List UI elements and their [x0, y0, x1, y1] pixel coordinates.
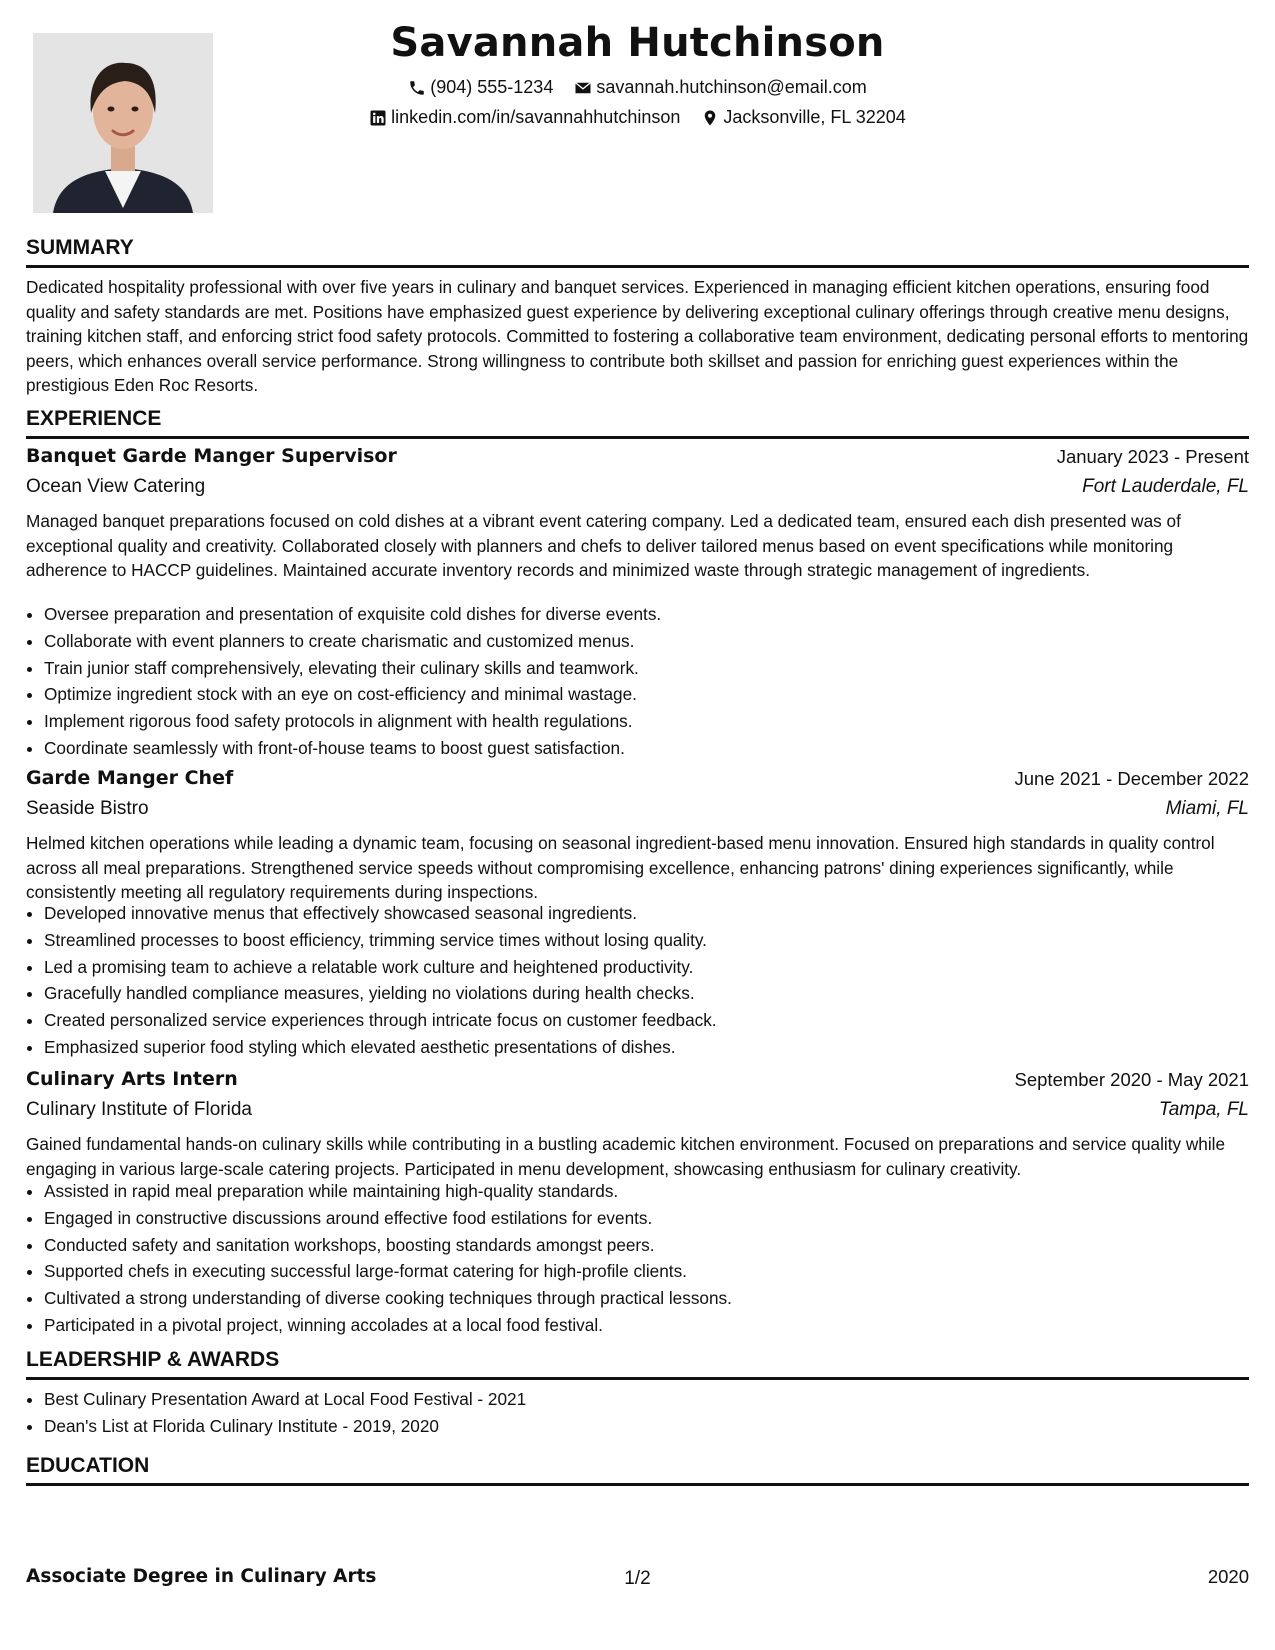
- job-2-title: Garde Manger Chef: [26, 767, 234, 789]
- candidate-name: Savannah Hutchinson: [390, 20, 885, 66]
- summary-text: Dedicated hospitality professional with over five years in culinary and banquet services. Experienced in managing efficient kitchen operations, ensuring food quality and safety standards are met. Positions have emphasized guest experience by delivering exceptional culinary offerings through creative menu designs, training kitchen staff, and enforcing strict food safety protocols. Committed to fostering a collaborative team environment, dedicating personal efforts to mentoring peers, which enhances overall service performance. Strong willingness to contribute both skillset and passion for enriching guest experiences within the prestigious Eden Roc Resorts.: [26, 277, 1249, 396]
- list-item: • Emphasized superior food styling which elevated aesthetic presentations of dishes.: [44, 1034, 1249, 1061]
- linkedin-icon: [369, 109, 387, 127]
- job-2-company: Seaside Bistro: [26, 798, 149, 819]
- contact-line-1: [0, 77, 1275, 102]
- job-3-description: Gained fundamental hands-on culinary skills while contributing in a bustling academic kitchen environment. Focused on preparations and service quality while engaging in various large-scale catering projects. Participated in menu development, showcasing enthusiasm for culinary creativity.: [26, 1134, 1226, 1179]
- list-item: • Supported chefs in executing successful large-format catering for high-profile clients.: [44, 1258, 1249, 1285]
- list-item: • Gracefully handled compliance measures, yielding no violations during health checks.: [44, 980, 1249, 1007]
- job-1-dates: January 2023 - Present: [1056, 446, 1249, 467]
- linkedin-contact[interactable]: [369, 107, 680, 128]
- job-3-title: Culinary Arts Intern: [26, 1068, 238, 1090]
- job-1-company: Ocean View Catering: [26, 476, 206, 497]
- list-item: • Optimize ingredient stock with an eye on cost-efficiency and minimal wastage.: [44, 681, 1249, 708]
- job-3-dates: September 2020 - May 2021: [1014, 1069, 1249, 1090]
- contact-line-2: [0, 107, 1275, 132]
- list-item: • Developed innovative menus that effectively showcased seasonal ingredients.: [44, 900, 1249, 927]
- list-item: • Oversee preparation and presentation of exquisite cold dishes for diverse events.: [44, 601, 1249, 628]
- phone-text: (904) 555-1234: [430, 77, 554, 97]
- list-item: • Coordinate seamlessly with front-of-house teams to boost guest satisfaction.: [44, 735, 1249, 762]
- list-item: • Engaged in constructive discussions around effective food estilations for events.: [44, 1205, 1249, 1232]
- list-item: • Created personalized service experiences through intricate focus on customer feedback.: [44, 1007, 1249, 1034]
- job-2-dates: June 2021 - December 2022: [1014, 768, 1249, 789]
- list-item: • Train junior staff comprehensively, elevating their culinary skills and teamwork.: [44, 655, 1249, 682]
- email-text: savannah.hutchinson@email.com: [596, 77, 867, 97]
- list-item: • Led a promising team to achieve a relatable work culture and heightened productivity.: [44, 954, 1249, 981]
- job-3-company: Culinary Institute of Florida: [26, 1099, 252, 1120]
- education-year: 2020: [1207, 1566, 1249, 1587]
- envelope-icon: [574, 79, 592, 97]
- list-item: • Participated in a pivotal project, winning accolades at a local food festival.: [44, 1312, 1249, 1339]
- job-1-bullets: [26, 601, 1249, 762]
- job-1-description: Managed banquet preparations focused on cold dishes at a vibrant event catering company. Led a dedicated team, ensured each dish presented was of exceptional quality and creativity. Collaborated closely with planners and chefs to deliver tailored menus based on event specifications while monitoring adherence to HACCP guidelines. Maintained accurate inventory records and minimized waste through strategic management of ingredients.: [26, 511, 1181, 581]
- job-2-bullets: [26, 900, 1249, 1061]
- list-item: • Conducted safety and sanitation workshops, boosting standards amongst peers.: [44, 1232, 1249, 1259]
- awards-heading: LEADERSHIP & AWARDS: [26, 1348, 1249, 1380]
- list-item: • Best Culinary Presentation Award at Local Food Festival - 2021: [44, 1386, 1249, 1413]
- awards-list: [26, 1386, 1249, 1440]
- education-heading: EDUCATION: [26, 1454, 1249, 1486]
- list-item: • Implement rigorous food safety protocols in alignment with health regulations.: [44, 708, 1249, 735]
- list-item: • Dean's List at Florida Culinary Institute - 2019, 2020: [44, 1413, 1249, 1440]
- job-2-description: Helmed kitchen operations while leading a dynamic team, focusing on seasonal ingredient-based menu innovation. Ensured high standards in quality control across all meal preparations. Strengthened service speeds without compromising excellence, enhancing patrons' dining experiences significantly, while consistently meeting all regulatory requirements during inspections.: [26, 833, 1215, 903]
- job-3-location: Tampa, FL: [1158, 1099, 1249, 1120]
- list-item: • Collaborate with event planners to create charismatic and customized menus.: [44, 628, 1249, 655]
- job-2-location: Miami, FL: [1165, 798, 1249, 819]
- linkedin-text: linkedin.com/in/savannahhutchinson: [391, 107, 681, 127]
- list-item: • Assisted in rapid meal preparation while maintaining high-quality standards.: [44, 1178, 1249, 1205]
- location-contact: [701, 107, 905, 128]
- education-degree: Associate Degree in Culinary Arts: [26, 1566, 377, 1587]
- job-1-location: Fort Lauderdale, FL: [1082, 476, 1249, 497]
- phone-icon: [408, 79, 426, 97]
- page-number: 1/2: [624, 1568, 651, 1589]
- experience-heading: EXPERIENCE: [26, 407, 1249, 439]
- list-item: • Cultivated a strong understanding of diverse cooking techniques through practical lessons.: [44, 1285, 1249, 1312]
- list-item: • Streamlined processes to boost efficiency, trimming service times without losing quality.: [44, 927, 1249, 954]
- job-1-title: Banquet Garde Manger Supervisor: [26, 445, 397, 467]
- location-text: Jacksonville, FL 32204: [723, 107, 906, 127]
- map-pin-icon: [701, 109, 719, 127]
- email-contact[interactable]: [574, 77, 866, 98]
- job-3-bullets: [26, 1178, 1249, 1339]
- phone-contact[interactable]: [408, 77, 553, 98]
- summary-heading: SUMMARY: [26, 236, 1249, 268]
